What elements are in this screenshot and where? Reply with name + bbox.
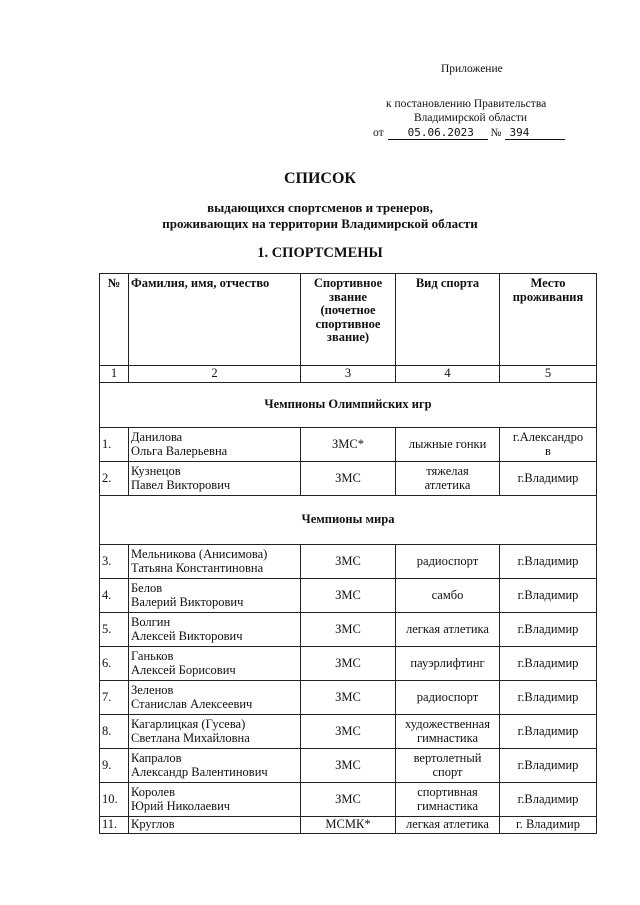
athlete-name-line: Ганьков — [131, 649, 174, 663]
sport-title: ЗМС — [301, 545, 396, 579]
sport-type-line: лыжные гонки — [408, 436, 487, 451]
athlete-name-line: Кагарлицкая (Гусева) — [131, 717, 246, 731]
column-number: 2 — [129, 366, 301, 383]
appendix-label: Приложение — [441, 63, 503, 75]
athlete-name-line: Станислав Алексеевич — [131, 696, 253, 711]
table-row — [100, 545, 597, 579]
sport-type-line: атлетика — [424, 477, 471, 492]
sport-type — [396, 715, 500, 749]
sport-type-line: гимнастика — [416, 730, 479, 745]
header-title-line: звание) — [326, 330, 370, 344]
header-num: № — [100, 274, 129, 366]
athlete-name-line: Кузнецов — [131, 464, 181, 478]
residence-line: г.Владимир — [517, 553, 579, 568]
athlete-name-line: Светлана Михайловна — [131, 730, 250, 745]
sport-type — [396, 647, 500, 681]
residence-line: г.Владимир — [517, 587, 579, 602]
sport-title: ЗМС — [301, 681, 396, 715]
residence — [500, 817, 597, 834]
athlete-name-line: Валерий Викторович — [131, 594, 244, 609]
sport-title: ЗМС — [301, 647, 396, 681]
athletes-table — [99, 273, 597, 834]
residence-line: г.Владимир — [517, 621, 579, 636]
sport-type — [396, 428, 500, 462]
residence-line: г.Владимир — [517, 791, 579, 806]
header-title-line: (почетное — [320, 303, 376, 317]
header-title-line: спортивное — [315, 316, 381, 331]
athlete-name — [129, 749, 301, 783]
athlete-name — [129, 647, 301, 681]
athlete-name-line: Татьяна Константиновна — [131, 560, 264, 575]
header-name: Фамилия, имя, отчество — [129, 274, 301, 366]
table-row — [100, 647, 597, 681]
header-title-line: Спортивное — [313, 276, 383, 290]
athlete-name — [129, 783, 301, 817]
athlete-name-line: Юрий Николаевич — [131, 798, 231, 813]
table-row — [100, 715, 597, 749]
document-subtitle-line-2: проживающих на территории Владимирской области — [162, 216, 478, 231]
athlete-name — [129, 428, 301, 462]
sport-type-line: пауэрлифтинг — [410, 655, 485, 670]
sport-type-line: тяжелая — [426, 464, 469, 478]
table-header-row — [100, 274, 597, 366]
athlete-name — [129, 681, 301, 715]
table-row — [100, 681, 597, 715]
sport-title: ЗМС — [301, 579, 396, 613]
table-row — [100, 462, 597, 496]
sport-type-line: вертолетный — [413, 751, 482, 765]
decree-date-line — [373, 126, 565, 140]
row-number: 6. — [100, 647, 129, 681]
sport-title: ЗМС — [301, 715, 396, 749]
athlete-name-line: Круглов — [131, 817, 175, 832]
residence — [500, 715, 597, 749]
row-number: 11. — [100, 817, 129, 834]
sport-type-line: радиоспорт — [416, 553, 479, 568]
residence — [500, 579, 597, 613]
section-title: 1. СПОРТСМЕНЫ — [257, 245, 383, 261]
athlete-name — [129, 613, 301, 647]
residence — [500, 428, 597, 462]
athlete-name-line: Данилова — [131, 430, 183, 444]
sport-type-line: спорт — [432, 764, 463, 779]
athlete-name-line: Зеленов — [131, 683, 174, 697]
residence-line: г.Владимир — [517, 723, 579, 738]
sport-title: МСМК* — [301, 817, 396, 834]
column-number: 5 — [500, 366, 597, 383]
sport-type-line: гимнастика — [416, 798, 479, 813]
document-subtitle-line-1: выдающихся спортсменов и тренеров, — [207, 200, 433, 215]
table-row — [100, 817, 597, 834]
row-number: 3. — [100, 545, 129, 579]
residence — [500, 613, 597, 647]
row-number: 8. — [100, 715, 129, 749]
residence-line: г.Владимир — [517, 655, 579, 670]
athlete-name-line: Волгин — [131, 615, 171, 629]
athlete-name-line: Белов — [131, 581, 163, 595]
decree-line-1: к постановлению Правительства — [386, 98, 547, 110]
column-number: 1 — [100, 366, 129, 383]
header-sport: Вид спорта — [396, 274, 500, 366]
athlete-name — [129, 545, 301, 579]
header-title — [301, 274, 396, 366]
athlete-name-line: Мельникова (Анисимова) — [131, 547, 268, 561]
sport-type-line: легкая атлетика — [406, 817, 489, 832]
residence — [500, 749, 597, 783]
athlete-name-line: Королев — [131, 785, 175, 799]
row-number: 4. — [100, 579, 129, 613]
sport-title: ЗМС — [301, 462, 396, 496]
residence — [500, 462, 597, 496]
residence-line: г. Владимир — [516, 817, 580, 832]
table-row — [100, 783, 597, 817]
row-number: 2. — [100, 462, 129, 496]
sport-type-line: радиоспорт — [416, 689, 479, 704]
table-row — [100, 749, 597, 783]
category-world: Чемпионы мира — [100, 496, 597, 545]
sport-title: ЗМС — [301, 783, 396, 817]
residence-line: в — [545, 443, 551, 458]
sport-type-line: художественная — [405, 717, 490, 731]
decree-date: 05.06.2023 — [388, 126, 488, 140]
sport-type — [396, 545, 500, 579]
column-number: 3 — [301, 366, 396, 383]
sport-type — [396, 681, 500, 715]
sport-title: ЗМС — [301, 749, 396, 783]
row-number: 1. — [100, 428, 129, 462]
table-row — [100, 579, 597, 613]
row-number: 7. — [100, 681, 129, 715]
residence — [500, 783, 597, 817]
date-prefix: от — [373, 127, 384, 139]
sport-type — [396, 783, 500, 817]
athlete-name-line: Капралов — [131, 751, 182, 765]
row-number: 5. — [100, 613, 129, 647]
residence — [500, 647, 597, 681]
athlete-name — [129, 715, 301, 749]
category-olympic: Чемпионы Олимпийских игр — [100, 383, 597, 428]
row-number: 10. — [100, 783, 129, 817]
document-title: СПИСОК — [283, 170, 357, 187]
header-place — [500, 274, 597, 366]
sport-type — [396, 817, 500, 834]
athlete-name-line: Павел Викторович — [131, 477, 231, 492]
athlete-name-line: Алексей Викторович — [131, 628, 243, 643]
sport-title: ЗМС* — [301, 428, 396, 462]
athlete-name-line: Алексей Борисович — [131, 662, 236, 677]
decree-line-2: Владимирской области — [414, 112, 528, 124]
sport-type-line: легкая атлетика — [406, 621, 489, 636]
category-row — [100, 383, 597, 428]
table-row — [100, 613, 597, 647]
sport-title: ЗМС — [301, 613, 396, 647]
table-row — [100, 428, 597, 462]
athlete-name — [129, 579, 301, 613]
sport-type — [396, 613, 500, 647]
athlete-name — [129, 462, 301, 496]
column-number: 4 — [396, 366, 500, 383]
athlete-name-line: Александр Валентинович — [131, 764, 268, 779]
residence — [500, 545, 597, 579]
athlete-name-line: Ольга Валерьевна — [131, 443, 228, 458]
header-place-line: проживания — [512, 289, 584, 304]
residence-line: г.Владимир — [517, 470, 579, 485]
sport-type — [396, 462, 500, 496]
residence — [500, 681, 597, 715]
residence-line: г.Александро — [512, 430, 584, 444]
sport-type-line: спортивная — [417, 785, 478, 799]
residence-line: г.Владимир — [517, 757, 579, 772]
header-title-line: звание — [329, 289, 367, 304]
sport-type — [396, 579, 500, 613]
athlete-name — [129, 817, 301, 834]
residence-line: г.Владимир — [517, 689, 579, 704]
sport-type — [396, 749, 500, 783]
header-place-line: Место — [530, 276, 566, 290]
sport-type-line: самбо — [431, 587, 464, 602]
category-row — [100, 496, 597, 545]
decree-number: 394 — [505, 126, 565, 140]
column-numbers-row — [100, 366, 597, 383]
row-number: 9. — [100, 749, 129, 783]
number-prefix: № — [490, 127, 502, 139]
